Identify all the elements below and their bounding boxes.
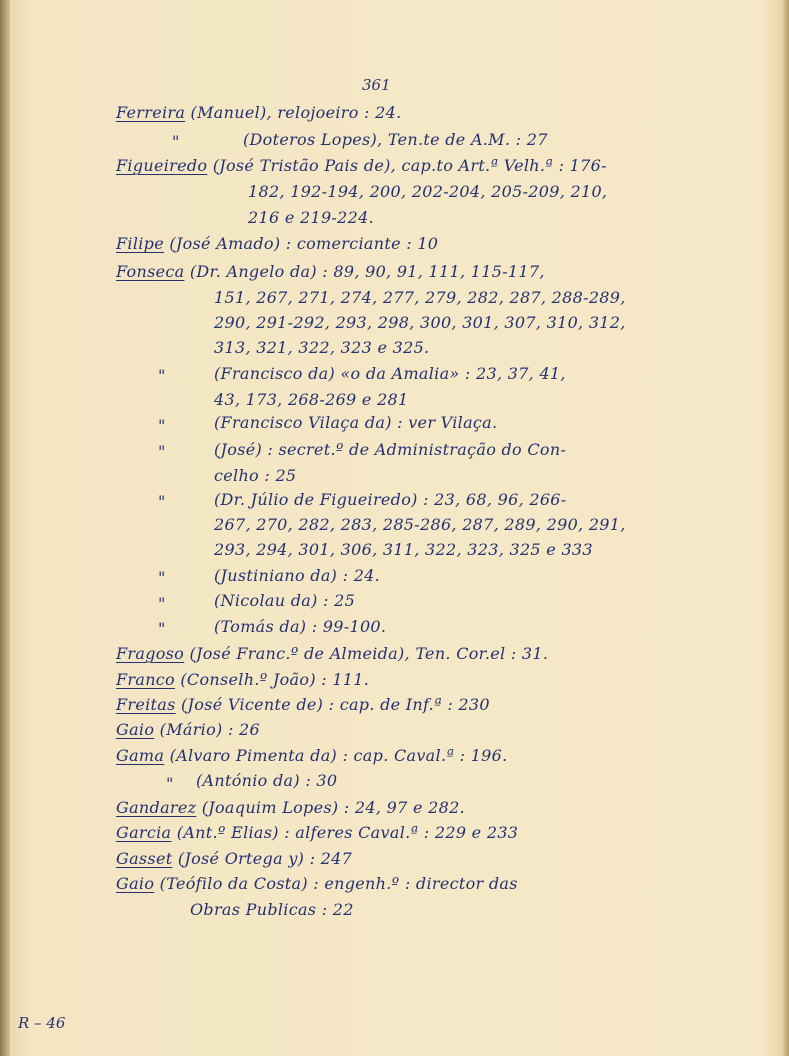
ditto-mark: "	[158, 619, 166, 638]
surname: Gaio	[116, 874, 155, 893]
entry-text: 43, 173, 268-269 e 281	[214, 390, 409, 409]
entry-text: 216 e 219-224.	[248, 208, 374, 227]
surname: Freitas	[116, 695, 176, 714]
surname: Gama	[116, 746, 165, 765]
index-line	[116, 156, 607, 175]
surname: Gandarez	[116, 798, 197, 817]
ditto-mark: "	[158, 594, 166, 613]
entry-text: celho : 25	[214, 466, 297, 485]
entry-text: (José Franc.º de Almeida), Ten. Cor.el : 31.	[184, 644, 549, 663]
index-line	[214, 617, 386, 636]
entry-text: (Mário) : 26	[154, 720, 260, 739]
index-line	[214, 390, 409, 409]
entry-text: (Doteros Lopes), Ten.te de A.M. : 27	[243, 130, 548, 149]
ditto-mark: "	[166, 774, 174, 793]
ditto-mark: "	[158, 492, 166, 511]
index-line	[214, 313, 626, 332]
entry-text: 313, 321, 322, 323 e 325.	[214, 338, 430, 357]
ditto-mark: "	[158, 416, 166, 435]
entry-text: (Tomás da) : 99-100.	[214, 617, 387, 636]
entry-text: (Francisco da) «o da Amalia» : 23, 37, 41,	[214, 364, 566, 383]
page-number: 361	[362, 76, 391, 94]
entry-text: 151, 267, 271, 274, 277, 279, 282, 287, 288-289,	[214, 288, 626, 307]
index-line	[214, 288, 626, 307]
entry-text: (Joaquim Lopes) : 24, 97 e 282.	[196, 798, 465, 817]
entry-text: 293, 294, 301, 306, 311, 322, 323, 325 e 333	[214, 540, 593, 559]
ditto-mark: "	[158, 442, 166, 461]
index-line	[116, 262, 545, 281]
entry-text: (Dr. Júlio de Figueiredo) : 23, 68, 96, 266-	[214, 490, 567, 509]
index-line	[214, 440, 566, 459]
surname: Garcia	[116, 823, 172, 842]
entry-text: (Francisco Vilaça da) : ver Vilaça.	[214, 413, 498, 432]
ditto-mark: "	[172, 132, 180, 151]
entry-text: (Nicolau da) : 25	[214, 591, 356, 610]
index-line	[214, 490, 567, 509]
entry-text: (Ant.º Elias) : alferes Caval.ª : 229 e 233	[171, 823, 519, 842]
index-line	[214, 591, 355, 610]
entry-text: (Justiniano da) : 24.	[214, 566, 381, 585]
entry-text: (José Vicente de) : cap. de Inf.ª : 230	[175, 695, 490, 714]
index-line	[196, 771, 337, 790]
ditto-mark: "	[158, 568, 166, 587]
index-line	[248, 208, 374, 227]
entry-text: (José Tristão Pais de), cap.to Art.ª Velh.ª : 176-	[207, 156, 607, 175]
entry-text: (José Amado) : comerciante : 10	[163, 234, 439, 253]
surname: Figueiredo	[116, 156, 208, 175]
entry-text: 290, 291-292, 293, 298, 300, 301, 307, 310, 312,	[214, 313, 626, 332]
index-line	[116, 874, 518, 893]
entry-text: (José Ortega y) : 247	[172, 849, 353, 868]
entry-text: (António da) : 30	[196, 771, 338, 790]
index-line	[214, 515, 626, 534]
entry-text: 182, 192-194, 200, 202-204, 205-209, 210,	[248, 182, 608, 201]
entry-text: 267, 270, 282, 283, 285-286, 287, 289, 290, 291,	[214, 515, 626, 534]
index-line	[116, 695, 490, 714]
entry-text: (José) : secret.º de Administração do Con-	[214, 440, 567, 459]
surname: Filipe	[116, 234, 164, 253]
index-line	[190, 900, 354, 919]
entry-text: Obras Publicas : 22	[190, 900, 354, 919]
index-line	[116, 103, 401, 122]
ditto-mark: "	[158, 366, 166, 385]
index-line	[214, 466, 296, 485]
binding-edge	[0, 0, 10, 1056]
entry-text: (Teófilo da Costa) : engenh.º : director das	[154, 874, 518, 893]
index-line	[214, 364, 566, 383]
entry-text: (Conselh.º João) : 111.	[175, 670, 370, 689]
index-line	[116, 798, 465, 817]
surname: Gaio	[116, 720, 155, 739]
index-line	[214, 413, 497, 432]
index-line	[214, 338, 429, 357]
surname: Franco	[116, 670, 175, 689]
surname: Fragoso	[116, 644, 185, 663]
entry-text: (Alvaro Pimenta da) : cap. Caval.ª : 196.	[164, 746, 508, 765]
page-edge	[783, 0, 789, 1056]
index-line	[116, 849, 352, 868]
index-line	[116, 823, 518, 842]
surname: Ferreira	[116, 103, 186, 122]
index-line	[243, 130, 548, 149]
surname: Fonseca	[116, 262, 185, 281]
index-line	[116, 746, 508, 765]
index-line	[248, 182, 607, 201]
index-line	[214, 566, 380, 585]
index-line	[116, 670, 369, 689]
surname: Gasset	[116, 849, 173, 868]
entry-text: (Dr. Angelo da) : 89, 90, 91, 111, 115-117,	[184, 262, 545, 281]
index-line	[116, 720, 260, 739]
entry-text: (Manuel), relojoeiro : 24.	[185, 103, 402, 122]
index-line	[116, 644, 548, 663]
index-line	[116, 234, 438, 253]
index-line	[214, 540, 593, 559]
archive-reference: R – 46	[18, 1014, 66, 1032]
